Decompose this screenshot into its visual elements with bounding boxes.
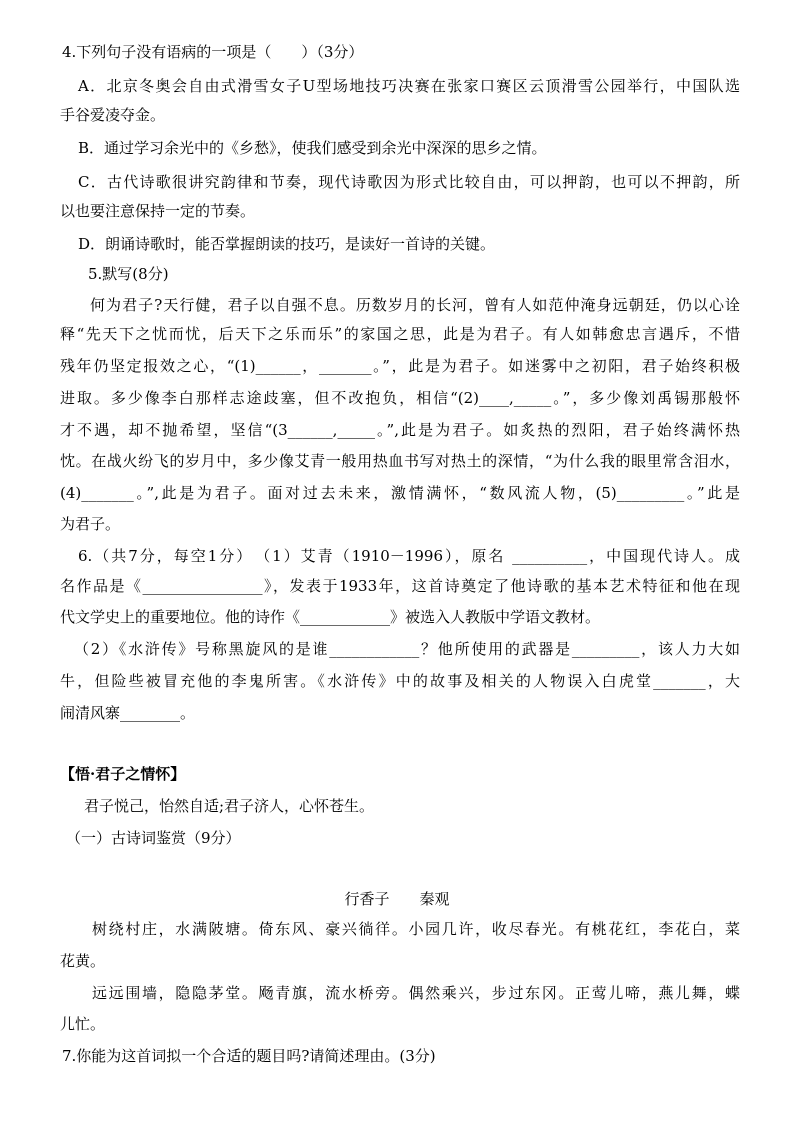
section-intro: 君子悦己，怡然自适;君子济人，心怀苍生。 <box>84 797 375 815</box>
poem-stanza2-line1: 远远围墙，隐隐茅堂。飏青旗，流水桥旁。偶然乘兴，步过东冈。正莺儿啼，燕儿舞，蝶 <box>92 984 740 1002</box>
q4-option-c-line2: 以也要注意保持一定的节奏。 <box>60 202 256 220</box>
poem-stanza1-line2: 花黄。 <box>60 952 106 970</box>
q5-line4: 进取。多少像李白那样志途歧塞，但不改抱负，相信“(2)____,_____。”，多少像刘禹锡那般怀 <box>60 389 740 407</box>
q4-option-a-line2: 手谷爱凌夺金。 <box>60 106 166 124</box>
q4-option-d: D．朗诵诗歌时，能否掌握朗读的技巧，是读好一首诗的关键。 <box>78 235 496 253</box>
poem-stanza2-line2: 儿忙。 <box>60 1015 106 1033</box>
q6-line1: 6.（共7分，每空1分） （1）艾青（1910－1996），原名 __________，中国现代诗人。成 <box>78 547 740 565</box>
q5-line3: 残年仍坚定报效之心，“(1)______，_______。”，此是为君子。如迷雾中之初阳，君子始终积极 <box>60 357 740 375</box>
q6-line4: （2）《水浒传》号称黑旋风的是谁____________？他所使用的武器是_________，该人力大如 <box>74 640 740 658</box>
q6-line6: 闹清风寨________。 <box>60 704 196 722</box>
q4-option-a-line1: A．北京冬奥会自由式滑雪女子U型场地技巧决赛在张家口赛区云顶滑雪公园举行，中国队选 <box>78 77 740 95</box>
q4-stem: 4.下列句子没有语病的一项是（ ）（3分） <box>62 43 364 61</box>
q5-line2: 释“先天下之忧而忧，后天下之乐而乐”的家国之思，此是为君子。有人如韩愈忠言遇斥，不惜 <box>60 325 740 343</box>
poem-stanza1-line1: 树绕村庄，水满陂塘。倚东风、豪兴徜徉。小园几许，收尽春光。有桃花红，李花白，菜 <box>92 920 740 938</box>
section-heading: 【悟·君子之情怀】 <box>60 765 186 783</box>
q6-line2: 名作品是《________________》，发表于1933年，这首诗奠定了他诗歌的基本艺术特征和他在现 <box>60 577 740 595</box>
q6-line3: 代文学史上的重要地位。他的诗作《____________》被选入人教版中学语文教材。 <box>60 608 601 626</box>
q4-option-c-line1: C．古代诗歌很讲究韵律和节奏，现代诗歌因为形式比较自由，可以押韵，也可以不押韵，所 <box>78 173 740 191</box>
q4-option-b: B．通过学习余光中的《乡愁》，使我们感受到余光中深深的思乡之情。 <box>78 139 547 157</box>
q5-line8: 为君子。 <box>60 515 121 533</box>
q5-line6: 忱。在战火纷飞的岁月中，多少像艾青一般用热血书写对热土的深情，“为什么我的眼里常含泪水， <box>60 452 740 470</box>
q5-title: 5.默写(8分) <box>88 265 169 283</box>
section-subheading: （一）古诗词鉴赏（9分） <box>66 829 241 847</box>
q5-line5: 才不遇，却不抛希望，坚信“(3______,_____。”,此是为君子。如炙热的烈阳，君子始终满怀热 <box>60 421 740 439</box>
q6-line5: 牛，但险些被冒充他的李鬼所害。《水浒传》中的故事及相关的人物误入白虎堂_______，大 <box>60 672 740 690</box>
q7-stem: 7.你能为这首词拟一个合适的题目吗?请简述理由。(3分) <box>62 1047 436 1065</box>
q5-line7: (4)_______。”,此是为君子。面对过去未来，激情满怀，“数风流人物，(5)_________。”此是 <box>60 484 740 502</box>
poem-title: 行香子 秦观 <box>344 890 450 908</box>
q5-line1: 何为君子?天行健，君子以自强不息。历数岁月的长河，曾有人如范仲淹身远朝廷，仍以心诠 <box>90 296 740 314</box>
